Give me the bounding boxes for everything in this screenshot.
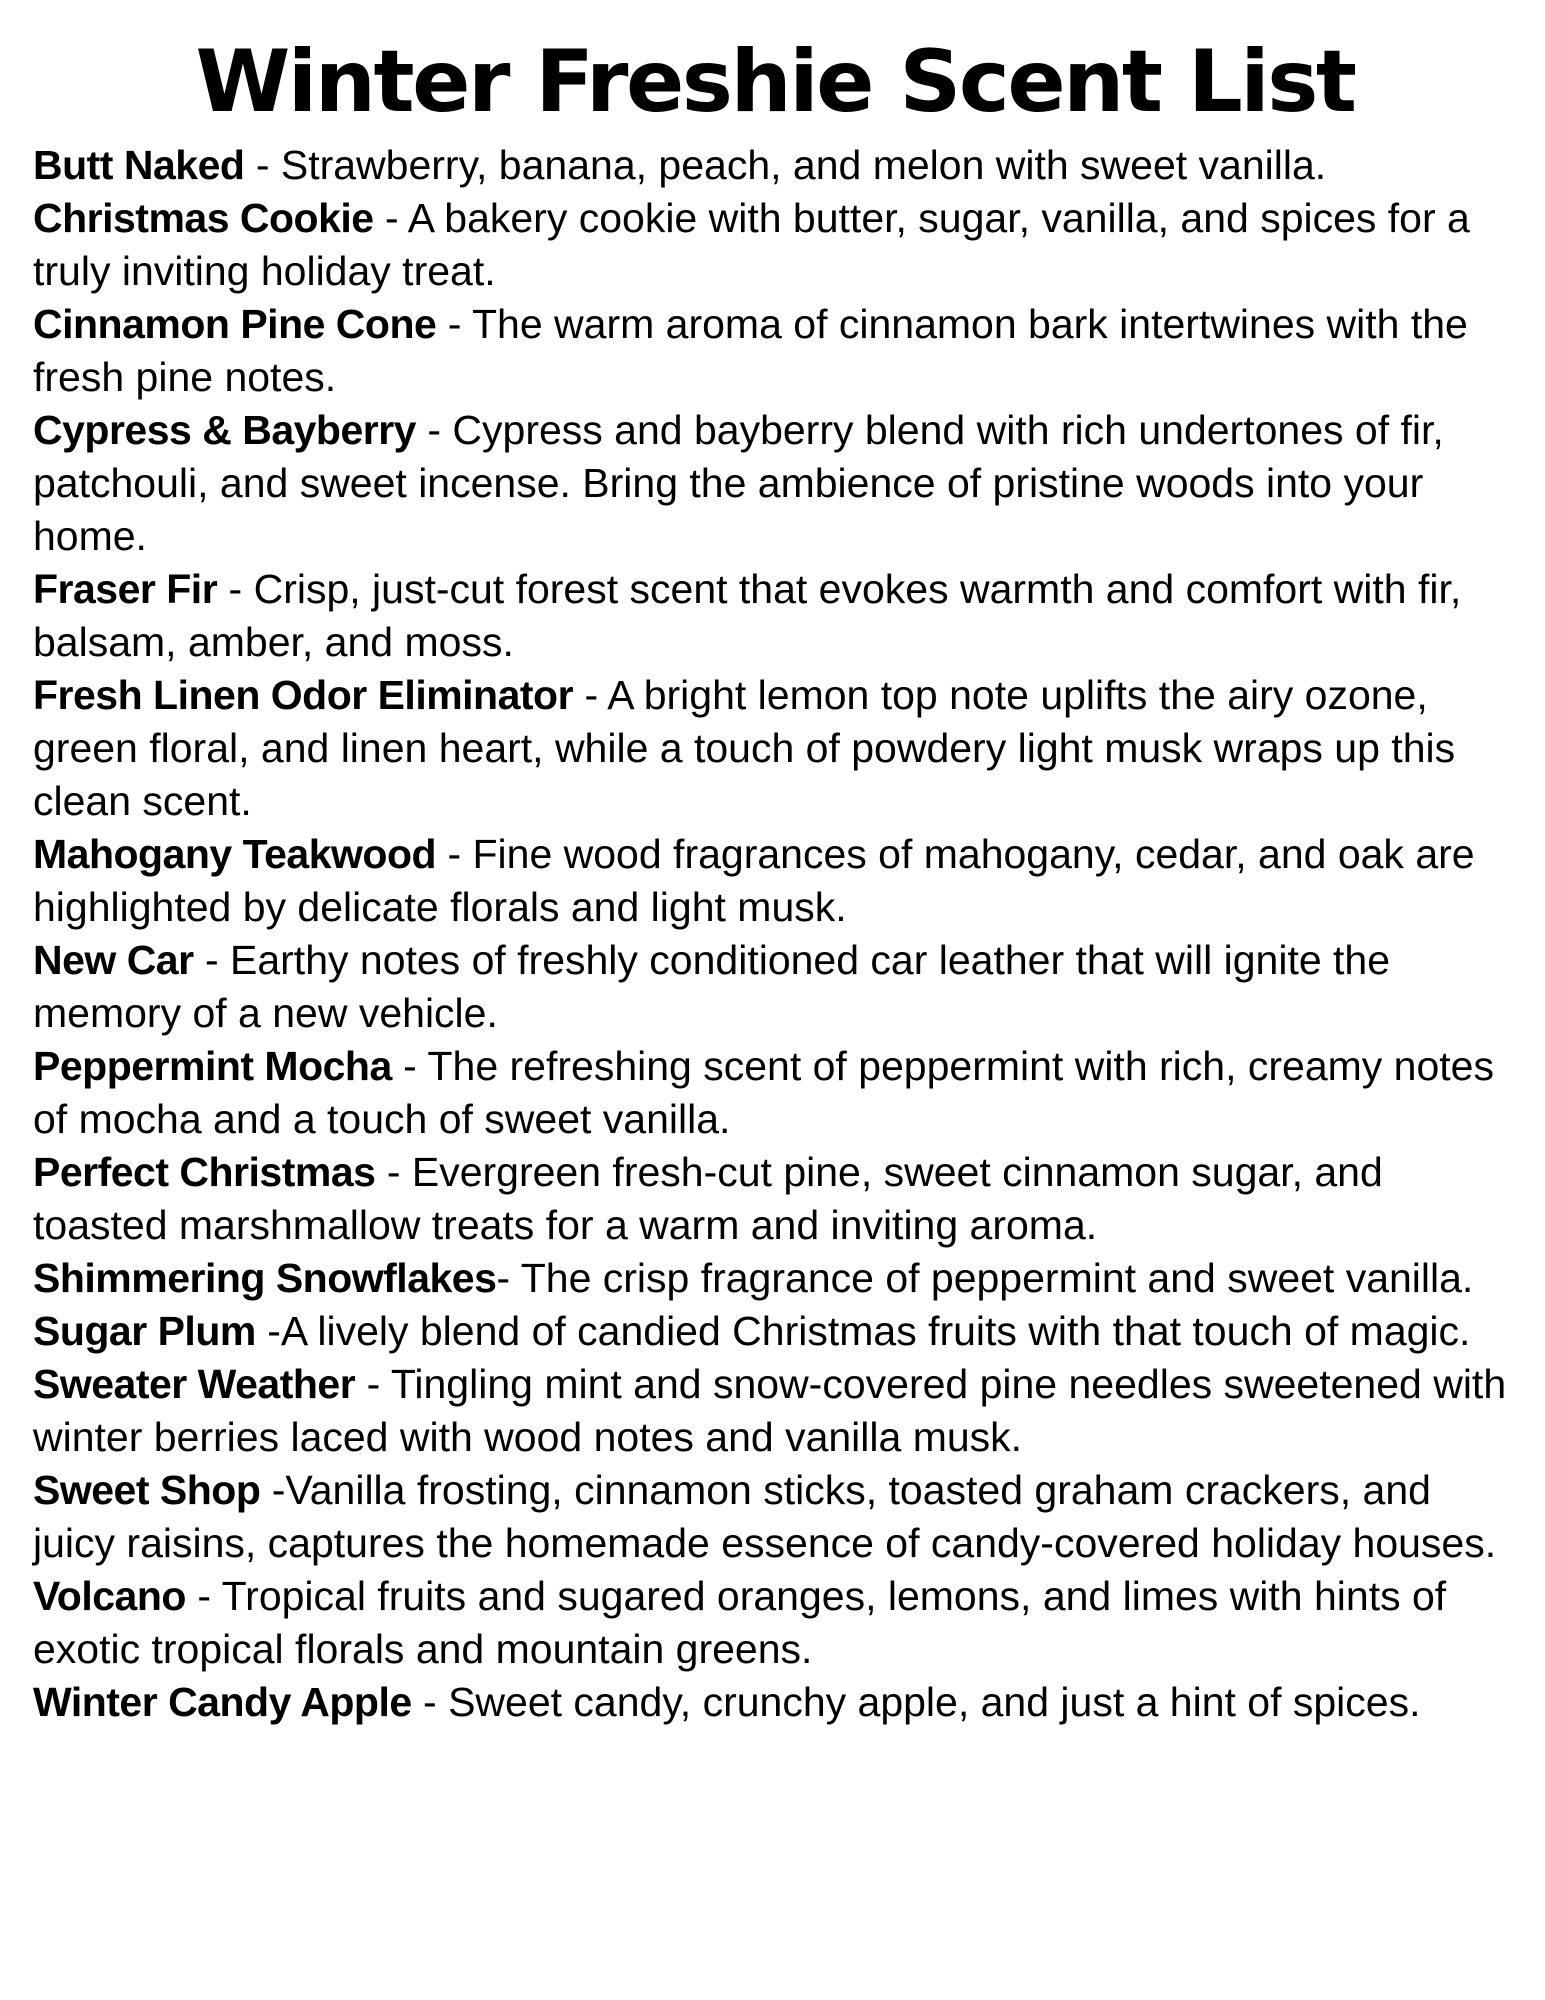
scent-entry: [33, 934, 1517, 1040]
scent-name: Fraser Fir: [33, 565, 218, 612]
scent-name: Cypress & Bayberry: [33, 406, 416, 453]
scent-description: Evergreen fresh-cut pine, sweet cinnamon sugar, and toasted marshmallow treats for a warm and inviting aroma.: [33, 1148, 1383, 1248]
scent-description: Vanilla frosting, cinnamon sticks, toasted graham crackers, and juicy raisins, captures the homemade essence of candy-covered holiday houses.: [33, 1466, 1497, 1566]
scent-separator: -: [255, 1307, 281, 1354]
scent-entry: [33, 1464, 1517, 1570]
scent-separator: -: [244, 141, 281, 188]
scent-list: [33, 139, 1517, 1729]
scent-separator: -: [496, 1254, 521, 1301]
scent-entry: [33, 1358, 1517, 1464]
scent-description: Cypress and bayberry blend with rich undertones of fir, patchouli, and sweet incense. Bring the ambience of pristine woods into your home.: [33, 406, 1444, 559]
scent-description: Strawberry, banana, peach, and melon with sweet vanilla.: [280, 141, 1327, 188]
scent-entry: [33, 563, 1517, 669]
scent-separator: -: [415, 406, 453, 453]
scent-entry: [33, 828, 1517, 934]
scent-entry: [33, 139, 1517, 192]
scent-name: Christmas Cookie: [33, 194, 374, 241]
scent-description: Tropical fruits and sugared oranges, lemons, and limes with hints of exotic tropical florals and mountain greens.: [33, 1572, 1447, 1672]
scent-name: Sweater Weather: [33, 1360, 356, 1407]
scent-description: The refreshing scent of peppermint with rich, creamy notes of mocha and a touch of sweet vanilla.: [33, 1042, 1494, 1142]
scent-separator: -: [260, 1466, 286, 1513]
scent-name: New Car: [33, 936, 194, 983]
scent-entry: [33, 1570, 1517, 1676]
scent-separator: -: [436, 830, 473, 877]
scent-name: Butt Naked: [33, 141, 245, 188]
scent-description: A bakery cookie with butter, sugar, vanilla, and spices for a truly inviting holiday treat.: [33, 194, 1470, 294]
scent-description: Fine wood fragrances of mahogany, cedar, and oak are highlighted by delicate florals and light musk.: [33, 830, 1475, 930]
scent-entry: [33, 1146, 1517, 1252]
scent-description: A lively blend of candied Christmas fruits with that touch of magic.: [280, 1307, 1471, 1354]
scent-description: A bright lemon top note uplifts the airy ozone, green floral, and linen heart, while a touch of powdery light musk wraps up this clean scent.: [33, 671, 1456, 824]
scent-separator: -: [573, 671, 608, 718]
scent-entry: [33, 1040, 1517, 1146]
scent-name: Mahogany Teakwood: [33, 830, 437, 877]
scent-description: Sweet candy, crunchy apple, and just a hint of spices.: [448, 1678, 1421, 1725]
scent-name: Sweet Shop: [33, 1466, 261, 1513]
page-title: Winter Freshie Scent List: [195, 32, 1355, 132]
scent-separator: -: [185, 1572, 222, 1619]
scent-name: Sugar Plum: [33, 1307, 256, 1354]
scent-name: Cinnamon Pine Cone: [33, 300, 437, 347]
scent-separator: -: [436, 300, 473, 347]
scent-separator: -: [411, 1678, 449, 1725]
scent-entry: [33, 192, 1517, 298]
scent-separator: -: [193, 936, 230, 983]
scent-name: Shimmering Snowflakes: [33, 1254, 497, 1301]
scent-name: Volcano: [33, 1572, 186, 1619]
scent-entry: [33, 669, 1517, 828]
scent-separator: -: [355, 1360, 391, 1407]
scent-name: Fresh Linen Odor Eliminator: [33, 671, 574, 718]
scent-separator: -: [375, 1148, 412, 1195]
scent-description: Crisp, just-cut forest scent that evokes warmth and comfort with fir, balsam, amber, and moss.: [33, 565, 1462, 665]
scent-description: The crisp fragrance of peppermint and sweet vanilla.: [520, 1254, 1474, 1301]
scent-description: The warm aroma of cinnamon bark intertwines with the fresh pine notes.: [33, 300, 1468, 400]
scent-description: Earthy notes of freshly conditioned car leather that will ignite the memory of a new vehicle.: [33, 936, 1391, 1036]
scent-entry: [33, 1676, 1517, 1729]
scent-entry: [33, 1305, 1517, 1358]
scent-entry: [33, 1252, 1517, 1305]
scent-description: Tingling mint and snow-covered pine needles sweetened with winter berries laced with wood notes and vanilla musk.: [33, 1360, 1507, 1460]
scent-name: Peppermint Mocha: [33, 1042, 392, 1089]
scent-name: Winter Candy Apple: [33, 1678, 412, 1725]
scent-name: Perfect Christmas: [33, 1148, 376, 1195]
scent-separator: -: [217, 565, 254, 612]
scent-entry: [33, 404, 1517, 563]
scent-separator: -: [373, 194, 408, 241]
scent-entry: [33, 298, 1517, 404]
scent-separator: -: [391, 1042, 428, 1089]
